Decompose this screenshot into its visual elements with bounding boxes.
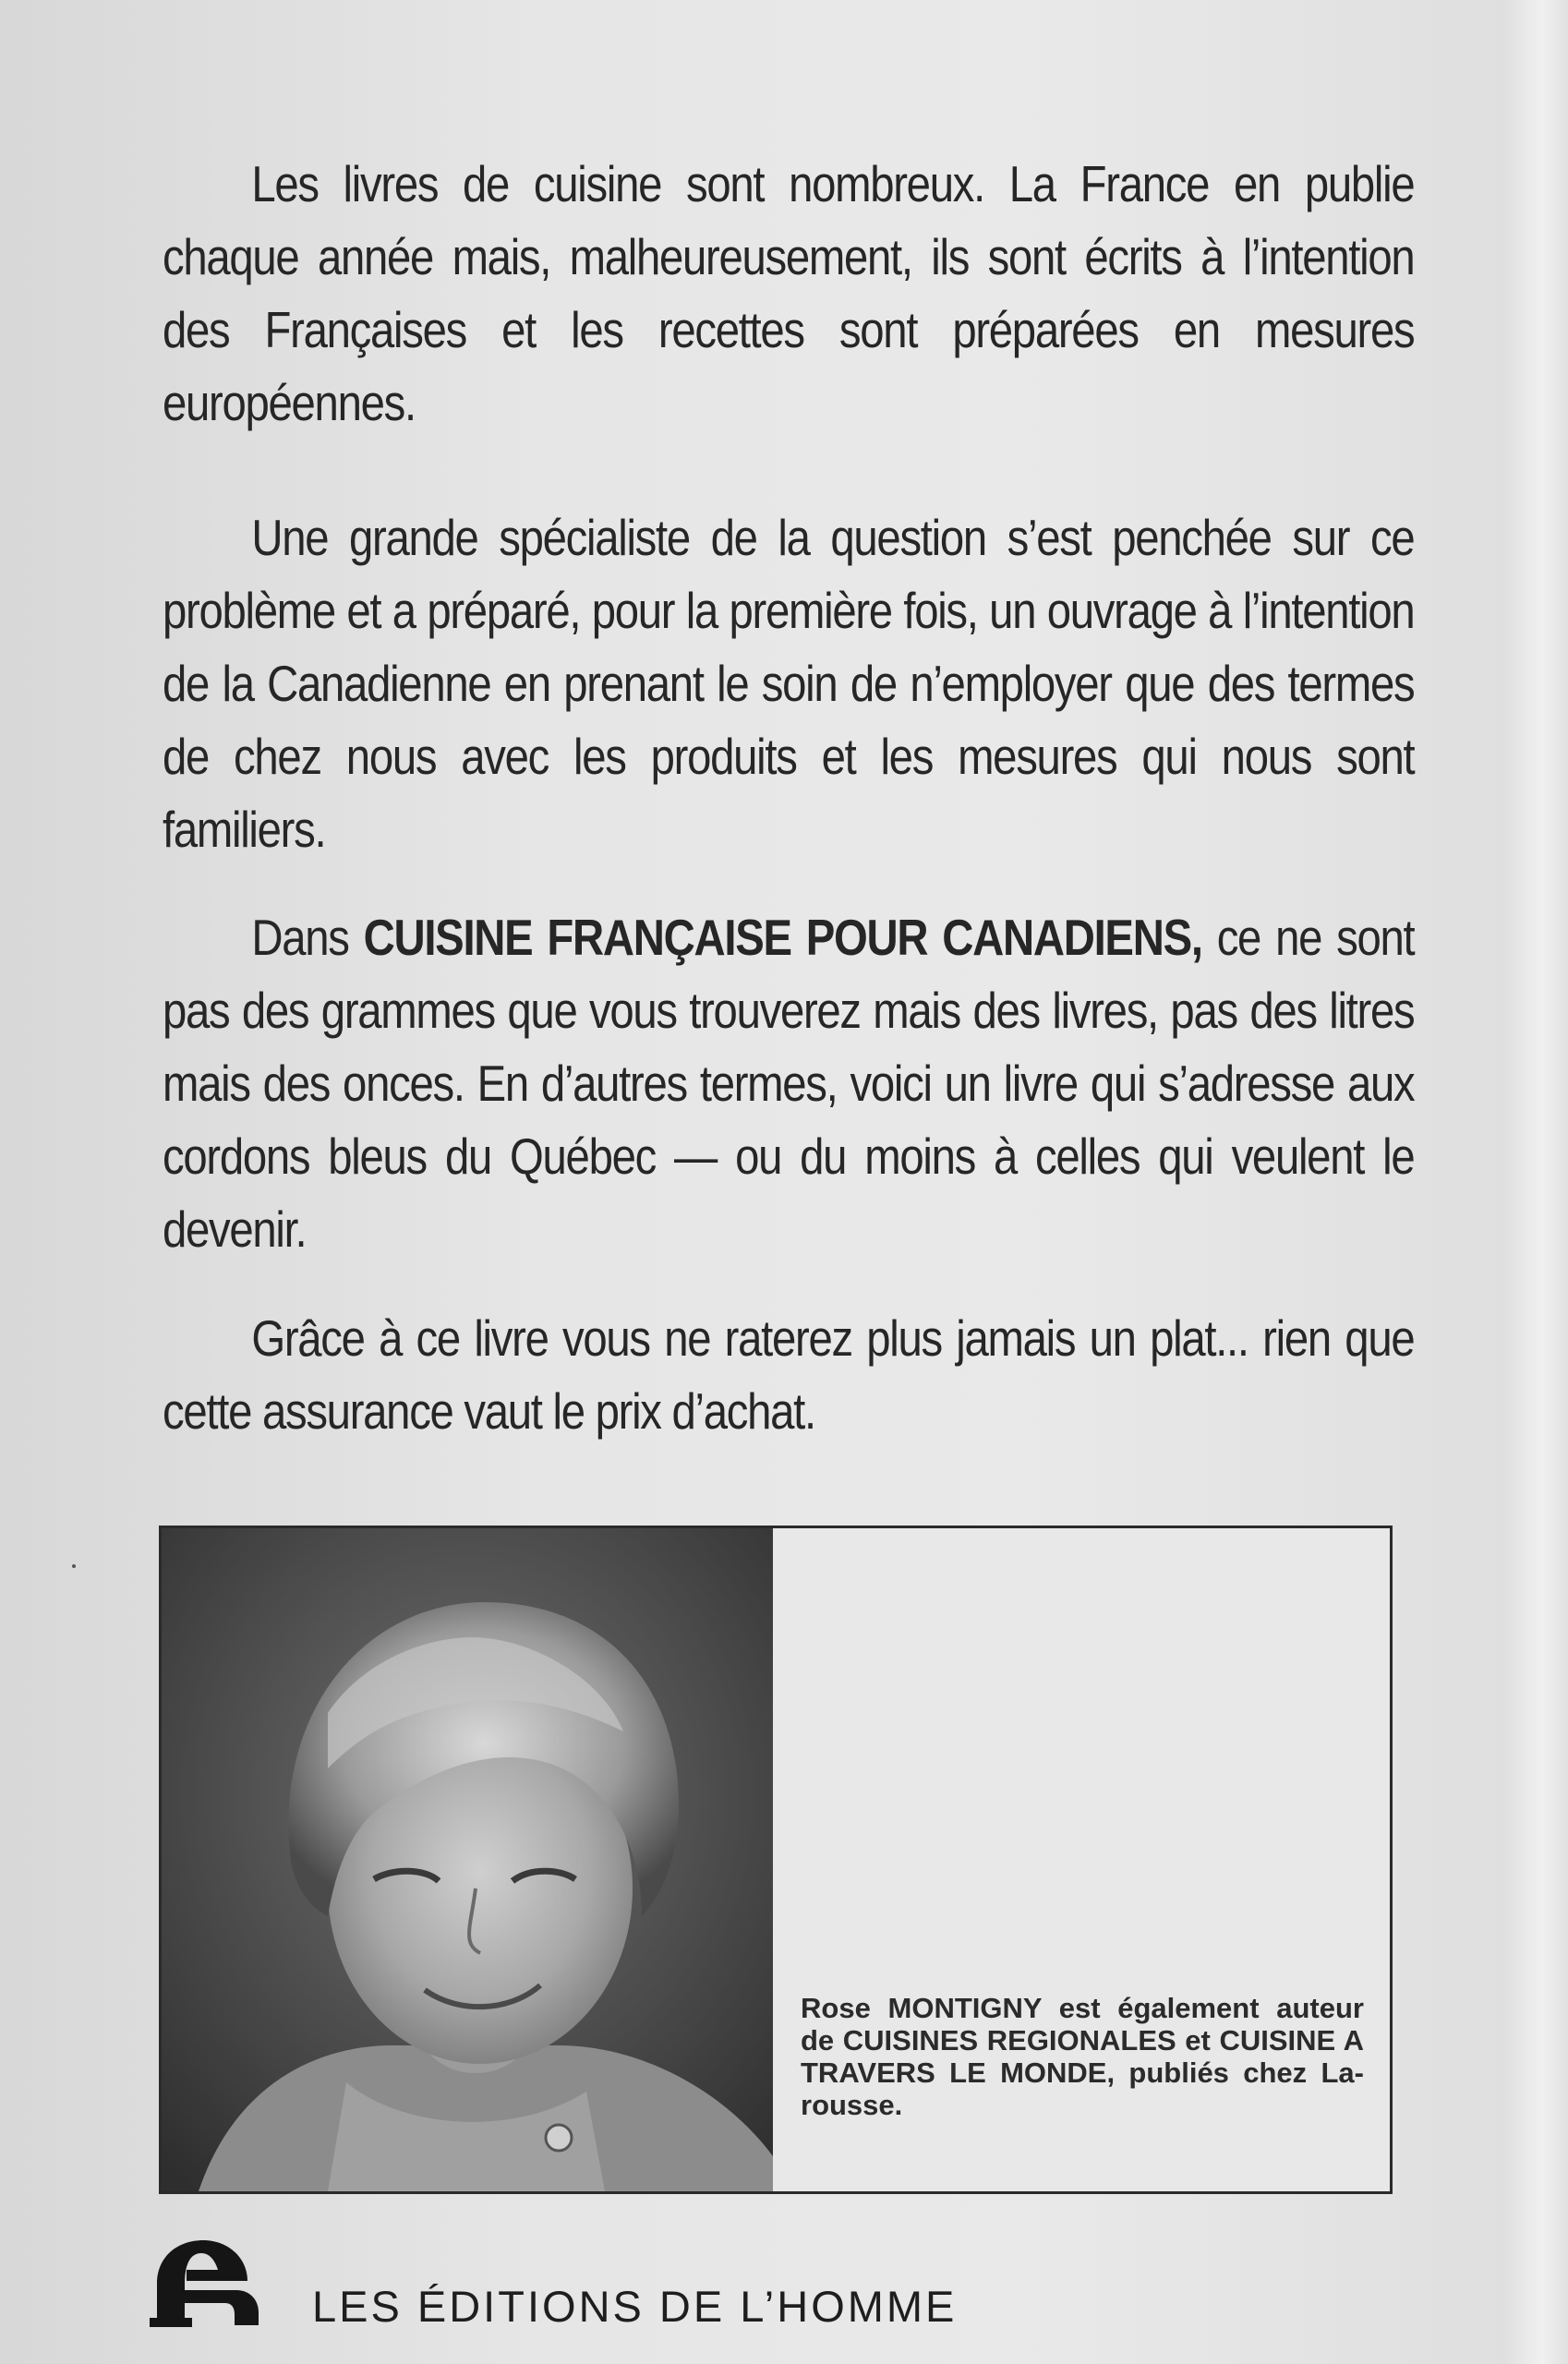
- paragraph-1: [163, 148, 1414, 440]
- print-speck: [72, 1564, 76, 1568]
- paragraph-4-text: Grâce à ce livre vous ne raterez plus jamais un plat... rien que cette assurance vaut le prix d’achat.: [163, 1309, 1415, 1440]
- author-bio-box: [159, 1526, 1393, 2194]
- paragraph-2-text: Une grande spécialiste de la question s’est penchée sur ce problème et a préparé, pour la première fois, un ouvrage à l’intention de la Canadienne en prenant le soin de n’employer que des termes de chez nous avec les produits et les mesures qui nous sont familiers.: [163, 509, 1415, 858]
- paragraph-1-text: Les livres de cuisine sont nombreux. La France en publie chaque année mais, malheureusement, ils sont écrits à l’intention des Françaises et les recettes sont préparées en mesures européennes.: [163, 155, 1415, 431]
- paragraph-2: [163, 501, 1414, 866]
- publisher-name: LES ÉDITIONS DE L’HOMME: [312, 2282, 958, 2331]
- paragraph-4: [163, 1302, 1414, 1448]
- author-photo: [162, 1528, 773, 2191]
- paragraph-3-text: [163, 901, 1414, 1266]
- paragraph-3-lead: Dans: [251, 909, 364, 966]
- paragraph-3: [163, 901, 1414, 1266]
- paragraph-3-rest: ce ne sont pas des grammes que vous trouverez mais des livres, pas des litres mais des onces. En d’autres termes, voici un livre qui s’adresse aux cordons bleus du Québec — ou du moins à celles qui veulent le devenir.: [163, 909, 1415, 1258]
- publisher-logo-icon: [146, 2233, 266, 2334]
- author-bio-caption: Rose MONTIGNY est également auteur de CUISINES REGIONALES et CUISINE A TRAVERS LE MONDE, publiés chez Larousse.: [801, 1992, 1364, 2121]
- book-title: CUISINE FRANÇAISE POUR CANADIENS,: [363, 909, 1202, 966]
- cover-edge-highlight: [1503, 0, 1568, 2364]
